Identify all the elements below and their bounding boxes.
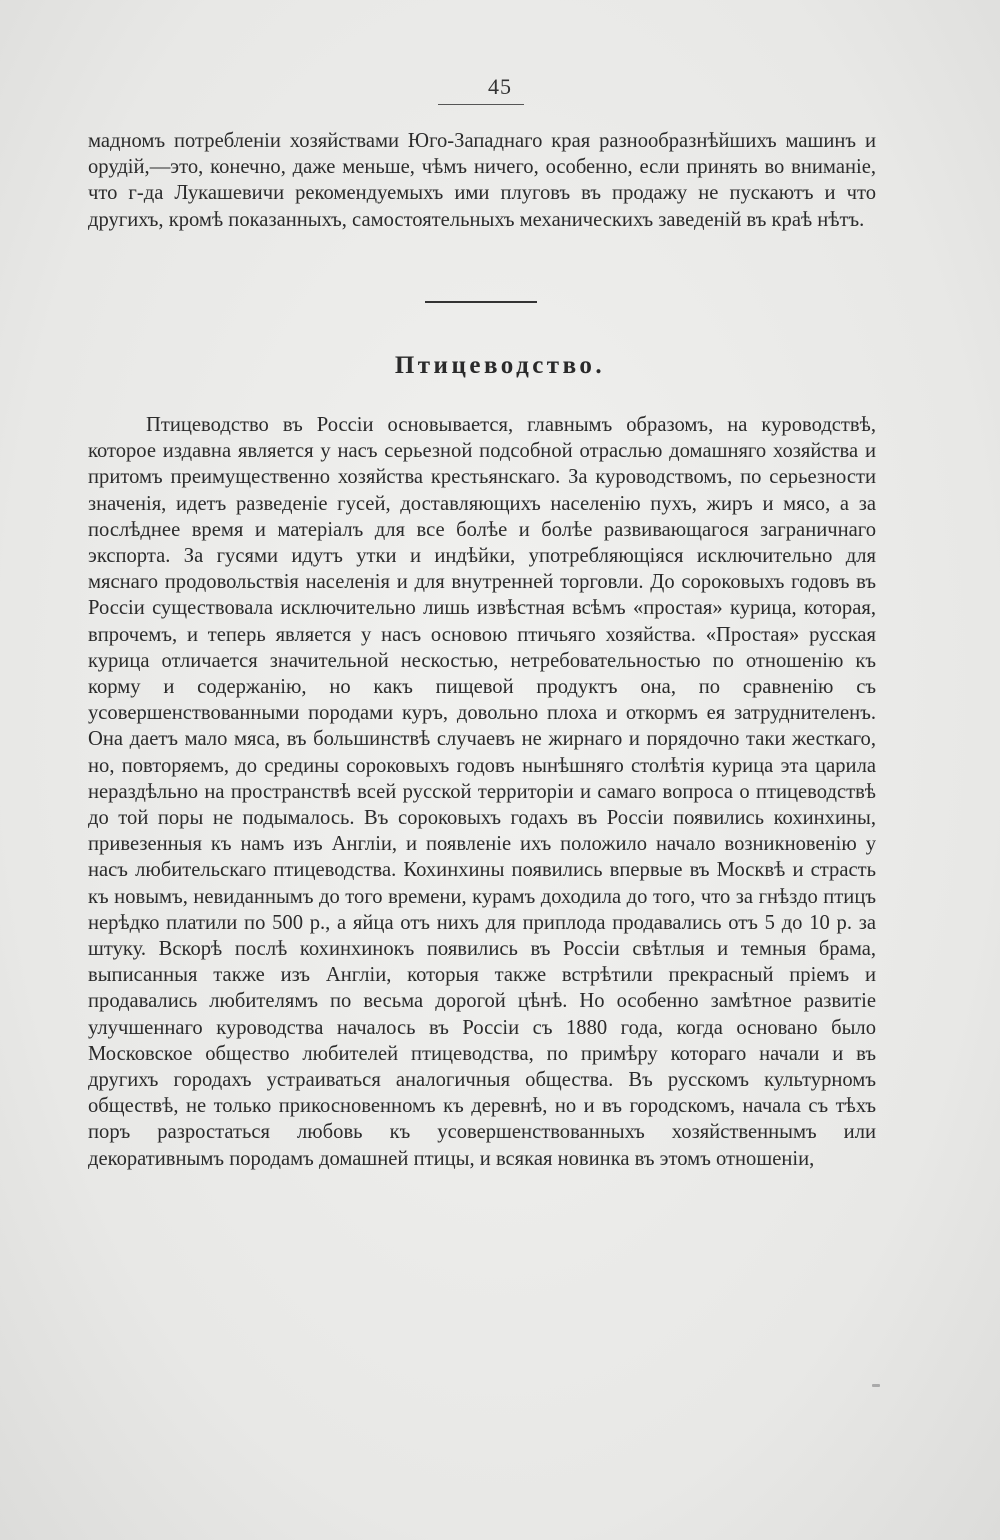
main-text-block (88, 412, 876, 1172)
section-title: Птицеводство. (394, 352, 606, 379)
top-paragraph: мадномъ потребленіи хозяйствами Юго-Западнаго края разнообразнѣйшихъ машинъ и орудій,—это, конечно, даже меньше, чѣмъ ничего, особенно, если принять во вниманіе, что г-да Лукашевичи рекомендуемыхъ ими плуговъ въ продажу не пускаютъ и что другихъ, кромѣ показанныхъ, самостоятельныхъ механическихъ заведеній въ краѣ нѣтъ. (88, 130, 876, 231)
page-edge-mark (872, 1384, 880, 1387)
page-number: 45 (488, 74, 512, 99)
page-number-rule (438, 104, 524, 105)
top-text-block (88, 128, 876, 233)
main-paragraph: Птицеводство въ Россіи основывается, главнымъ образомъ, на куроводствѣ, которое издавна является у насъ серьезной подсобной отраслью домашняго хозяйства и притомъ преимущественно хозяйства крестьянскаго. За куроводствомъ, по серьезности значенія, идетъ разведеніе гусей, доставляющихъ населенію пухъ, жиръ и мясо, а за послѣднее время и матеріалъ для все болѣе и болѣе развивающагося заграничнаго экспорта. За гусями идутъ утки и индѣйки, употребляющіяся исключительно для мяснаго продовольствія населенія и для внутренней торговли. До сороковыхъ годовъ въ Россіи существовала исключительно лишь извѣстная всѣмъ «простая» курица, которая, впрочемъ, и теперь является у насъ основою птичьяго хозяйства. «Простая» русская курица отличается значительной нескостью, нетребовательностью по отношенію къ корму и содержанію, но какъ пищевой продуктъ она, по сравненію съ усовершенствованными породами куръ, довольно плоха и откормъ ея затруднителенъ. Она даетъ мало мяса, въ большинствѣ случаевъ не жирнаго и порядочно таки жесткаго, но, повторяемъ, до средины сороковыхъ годовъ нынѣшняго столѣтія курица эта царила нераздѣльно на пространствѣ всей русской территоріи и самаго вопроса о птицеводствѣ до той поры не подымалось. Въ сороковыхъ годахъ въ Россіи появились кохинхины, привезенныя къ намъ изъ Англіи, и появленіе ихъ положило начало возникновенію у насъ любительскаго птицеводства. Кохинхины появились впервые въ Москвѣ и страсть къ новымъ, невиданнымъ до того времени, курамъ доходила до того, что за гнѣздо птицъ нерѣдко платили по 500 р., а яйца отъ нихъ для приплода продавались отъ 5 до 10 р. за штуку. Вскорѣ послѣ кохинхинокъ появились въ Россіи свѣтлыя и темныя брама, выписанныя также изъ Англіи, которыя также встрѣтили прекрасный пріемъ и продавались любителямъ по весьма дорогой цѣнѣ. Но особенно замѣтное развитіе улучшеннаго куроводства началось въ Россіи съ 1880 года, когда основано было Московское общество любителей птицеводства, по примѣру котораго начали и въ другихъ городахъ устраиваться аналогичныя общества. Въ русскомъ культурномъ обществѣ, не только прикосновенномъ къ деревнѣ, но и въ городскомъ, начала съ тѣхъ поръ разростаться любовь къ усовершенствованныхъ хозяйственнымъ или декоративнымъ породамъ домашней птицы, и всякая новинка въ этомъ отношеніи, (88, 414, 876, 1170)
section-divider (425, 301, 537, 303)
